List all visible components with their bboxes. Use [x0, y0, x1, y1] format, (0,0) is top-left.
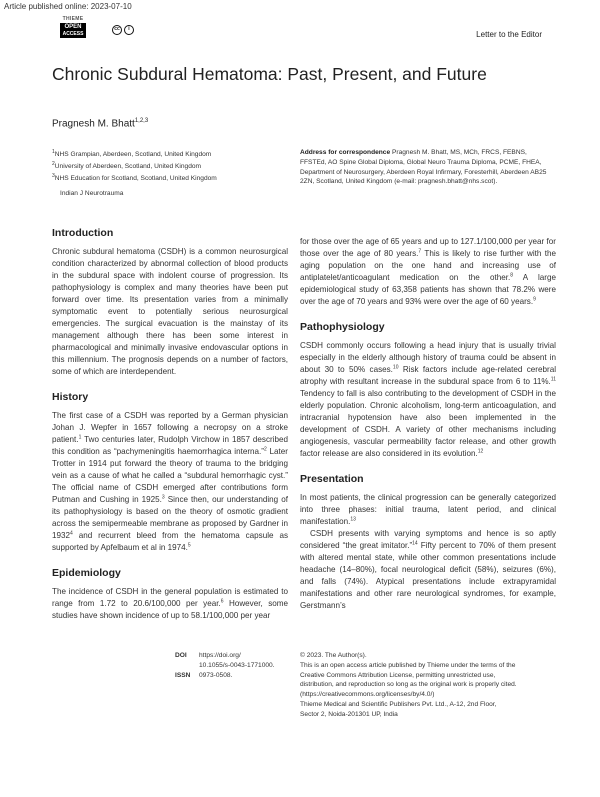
left-column [52, 226, 288, 622]
doi-line-2 [175, 661, 275, 671]
doi-line [175, 651, 275, 661]
affiliation-item [52, 148, 217, 160]
epidemiology-text: for those over the age of 65 years and up to 127.1/100,000 per year for those over the age of 80 years. [300, 237, 556, 258]
author-name: Pragnesh M. Bhatt [52, 118, 135, 130]
pathophysiology-text: Tendency to fall is also contributing to the development of CSDH in the elderly population. Chronic alcoholism, long-term anticoagulation, and intracranial hypotension have also been implemented in the development of CSDH. A variety of other mechanisms including angiogenesis, vascular permeability factor release, and other growth factor release are also considered in its evolution. [300, 389, 556, 458]
citation-ref[interactable]: 12 [477, 448, 484, 455]
affiliation-num: 3 [52, 172, 55, 179]
license-text: Creative Commons Attribution License, permitting unrestricted use, [300, 671, 496, 679]
presentation-paragraph-2 [300, 528, 556, 612]
publisher-text: Sector 2, Noida-201301 UP, India [300, 710, 398, 718]
affiliation-num: 2 [52, 160, 55, 167]
by-icon: i [124, 25, 134, 35]
epidemiology-text: However, some studies have shown incidence of up to 58.1/100,000 per year [52, 599, 288, 620]
section-heading-history: History [52, 391, 89, 403]
affiliation-text: University of Aberdeen, Scotland, United Kingdom [54, 163, 202, 171]
citation-ref[interactable]: 8 [510, 272, 513, 279]
doi-label: DOI [175, 652, 187, 659]
citation-ref[interactable]: 10 [392, 364, 399, 371]
logo-line-access: ACCESS [60, 31, 86, 38]
affiliation-num: 1 [52, 149, 55, 155]
citation-ref[interactable]: 7 [418, 248, 422, 255]
issn-line [175, 671, 275, 681]
presentation-text: CSDH presents with varying symptoms and hence is so aptly considered “the great imitator.” [300, 529, 556, 550]
presentation-text: In most patients, the clinical progression can be generally categorized into three phases: initial trauma, latent period, and clinical manifestation. [300, 493, 556, 526]
published-online-date: Article published online: 2023-07-10 [4, 2, 132, 11]
doi-link[interactable]: https://doi.org/ [199, 652, 241, 659]
introduction-paragraph: Chronic subdural hematoma (CSDH) is a common neurosurgical condition characterized by abnormal collection of blood products in the subdural space with indolent course of progression. Its pathophysiology is complex and many theories have been put forward over time. Its presentation varies from a minimally symptomatic event to potentially serious neurosurgical emergencies. The surgical evacuation is the mainstay of its management although there has been some interest in pharmacological and minimally invasive endovascular options in this millennium. The prognosis depends on a number of factors, some of which are interdependent. [52, 247, 288, 376]
pathophysiology-paragraph [300, 340, 556, 460]
correspondence-address [300, 148, 555, 187]
section-heading-pathophysiology: Pathophysiology [300, 321, 385, 333]
citation-ref[interactable]: 14 [412, 540, 418, 547]
correspondence-label: Address for correspondence [300, 149, 391, 156]
correspondence-text: Pragnesh M. Bhatt, MS, MCh, FRCS, FEBNS, FFSTEd, AO Spine Global Diploma, Global Neuro Trauma Diploma, PCME, FHEA, Department of Neurosurgery, Aberdeen Royal Infirmary, Foresterhill, Aberdeen AB25 2ZN, Scotland, United Kingdom (e-mail: pragnesh.bhatt@nhs.scot). [300, 149, 547, 186]
epidemiology-text: A large epidemiological study of 63,358 patients has shown that 78.2% were over the age of 70 years and 93% were over the age of 60 years. [300, 273, 556, 306]
copyright: © 2023. The Author(s). [300, 652, 367, 659]
epidemiology-text: This is likely to rise further with the aging population on the one hand and increasing use of antiplatelet/anticoagulant medication on the other. [300, 249, 556, 282]
pathophysiology-text: Risk factors include age-related cerebral atrophy with resultant increase in the subdural space from 6 to 11%. [300, 365, 556, 386]
logo-line-open: OPEN [60, 23, 86, 31]
citation-ref[interactable]: 4 [70, 530, 73, 537]
citation-ref[interactable]: 1 [78, 434, 82, 441]
issn-label: ISSN [175, 671, 191, 679]
citation-ref[interactable]: 6 [220, 598, 224, 605]
article-type: Letter to the Editor [476, 30, 542, 39]
cc-icon: cc [112, 25, 122, 35]
cc-license-badge[interactable] [112, 25, 134, 35]
section-heading-introduction: Introduction [52, 227, 114, 239]
history-text: Two centuries later, Rudolph Virchow in 1857 described this condition as “pachymeningitis haemorrhagica interna.” [52, 435, 288, 456]
license-text: This is an open access article published by Thieme under the terms of the [300, 661, 516, 669]
journal-name: Indian J Neurotrauma [60, 190, 124, 197]
history-text: The first case of a CSDH was reported by a German physician Johan J. Wepfer in 1657 following a necropsy on a stroke patient. [52, 411, 288, 444]
author-affiliation-sup: 1,2,3 [134, 118, 149, 124]
right-column [300, 236, 556, 612]
issn-value: 0973-0508. [199, 671, 233, 679]
citation-ref[interactable]: 11 [550, 376, 556, 383]
section-heading-presentation: Presentation [300, 473, 364, 485]
license-text: distribution, and reproduction so long as the original work is properly cited. [300, 681, 517, 689]
affiliation-text: NHS Grampian, Aberdeen, Scotland, United Kingdom [54, 151, 212, 159]
citation-ref[interactable]: 9 [533, 296, 536, 303]
presentation-paragraph-1 [300, 492, 556, 528]
citation-ref[interactable]: 3 [161, 494, 165, 501]
doi-link-cont[interactable]: 10.1055/s-0043-1771000. [199, 661, 275, 669]
epidemiology-text: The incidence of CSDH in the general population is estimated to range from 1.72 to 20.6/100,000 per year. [52, 587, 288, 608]
thieme-open-access-logo [60, 17, 86, 38]
epidemiology-paragraph-start [52, 586, 288, 622]
history-text: Later Trotter in 1914 put forward the theory of trauma to the bridging vein as a cause of what he called a “subdural hemorrhagic cyst.” The official name of CSDH emerged after contributions form Putman and Cushing in 1925. [52, 447, 288, 504]
citation-ref[interactable]: 2 [263, 446, 267, 453]
presentation-text: Fifty percent to 70% of them present with altered mental state, while other common presentations include headache (14–80%), focal neurological deficit (58%), seizures (6%), and falls (74%). Atypical presentations include extrapyramidal manifestations and other rare neurological syndromes, for example, Gerstmann’s [300, 541, 556, 610]
history-text: and recurrent bleed from the hematoma capsule as supported by Apfelbaum et al in 1974. [52, 531, 288, 552]
affiliation-text: NHS Education for Scotland, Scotland, United Kingdom [54, 175, 217, 183]
doi-issn-block [175, 651, 275, 680]
epidemiology-paragraph-cont [300, 236, 556, 308]
publisher-text: Thieme Medical and Scientific Publishers Pvt. Ltd., A-12, 2nd Floor, [300, 700, 497, 708]
section-heading-epidemiology: Epidemiology [52, 567, 121, 579]
pathophysiology-text: CSDH commonly occurs following a head injury that is usually trivial especially in the elderly although history of trauma could be absent in about 30 to 50% cases. [300, 341, 556, 374]
affiliations [52, 148, 217, 184]
license-link[interactable]: (https://creativecommons.org/licenses/by/4.0/) [300, 691, 435, 699]
history-text: Since then, our understanding of its pathophysiology is based on the theory of osmotic gradient across the semipermeable membrane as proposed by Gardner in 1932 [52, 495, 288, 540]
author-line [52, 118, 148, 129]
affiliation-item [52, 172, 217, 184]
history-paragraph [52, 410, 288, 554]
affiliation-item [52, 160, 217, 172]
article-title: Chronic Subdural Hematoma: Past, Present, and Future [52, 64, 487, 84]
license-block [300, 651, 556, 720]
citation-ref[interactable]: 5 [187, 542, 191, 549]
logo-line-thieme: THIEME [62, 16, 84, 22]
citation-ref[interactable]: 13 [350, 516, 356, 523]
